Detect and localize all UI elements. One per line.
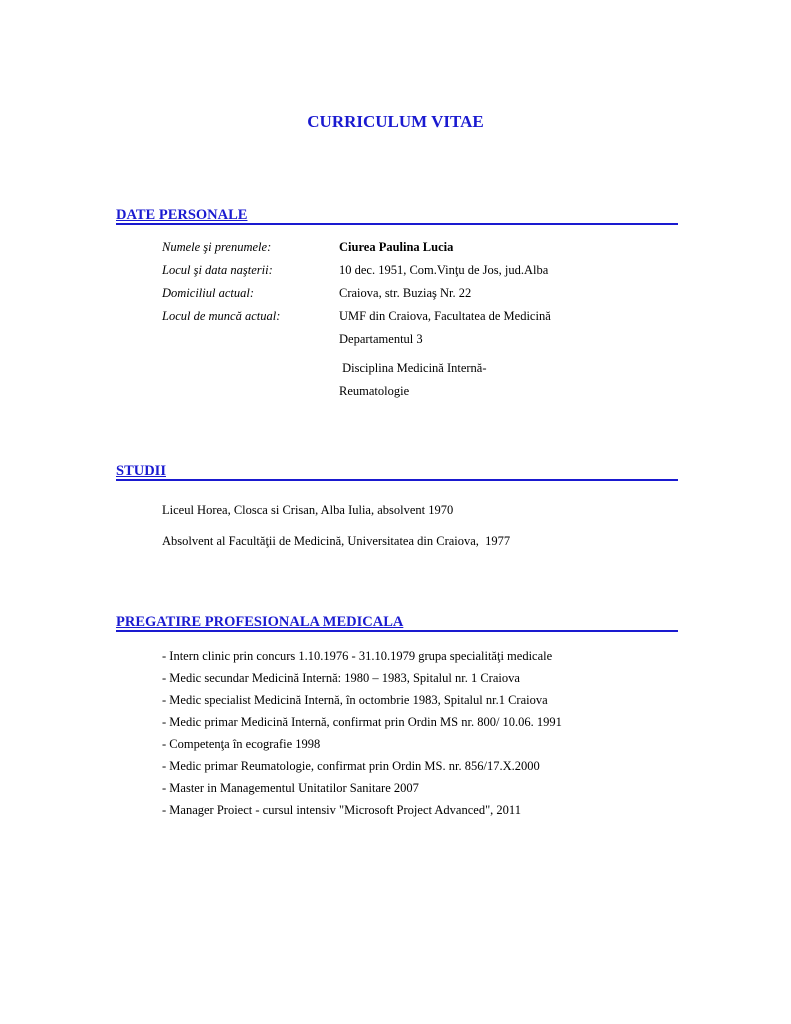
value-specialty: Reumatologie [339, 384, 410, 398]
value-workplace: UMF din Craiova, Facultatea de Medicină [339, 309, 551, 323]
label-workplace: Locul de muncă actual: [162, 309, 281, 323]
training-item: - Medic specialist Medicină Internă, în octombrie 1983, Spitalul nr.1 Craiova [162, 693, 548, 707]
section-heading-studies: STUDII [116, 463, 678, 481]
value-address: Craiova, str. Buziaş Nr. 22 [339, 286, 472, 300]
section-heading-personal: DATE PERSONALE [116, 207, 678, 225]
value-discipline: Disciplina Medicină Internă- [339, 361, 487, 375]
study-item: Absolvent al Facultăţii de Medicină, Universitatea din Craiova, 1977 [162, 534, 511, 548]
label-address: Domiciliul actual: [162, 286, 254, 300]
section-heading-training: PREGATIRE PROFESIONALA MEDICALA [116, 614, 678, 632]
value-birth: 10 dec. 1951, Com.Vinţu de Jos, jud.Alba [339, 263, 549, 277]
document-title: CURRICULUM VITAE [307, 112, 484, 131]
training-item: - Medic secundar Medicină Internă: 1980 – 1983, Spitalul nr. 1 Craiova [162, 671, 520, 685]
training-item: - Manager Proiect - cursul intensiv "Microsoft Project Advanced", 2011 [162, 803, 521, 817]
value-name: Ciurea Paulina Lucia [339, 240, 454, 254]
value-department: Departamentul 3 [339, 332, 423, 346]
training-item: - Competenţa în ecografie 1998 [162, 737, 321, 751]
study-item: Liceul Horea, Closca si Crisan, Alba Iulia, absolvent 1970 [162, 503, 454, 517]
label-birth: Locul şi data naşterii: [162, 263, 273, 277]
training-item: - Medic primar Reumatologie, confirmat prin Ordin MS. nr. 856/17.X.2000 [162, 759, 540, 773]
training-item: - Medic primar Medicină Internă, confirmat prin Ordin MS nr. 800/ 10.06. 1991 [162, 715, 562, 729]
training-item: - Master in Managementul Unitatilor Sanitare 2007 [162, 781, 419, 795]
label-name: Numele şi prenumele: [162, 240, 272, 254]
training-item: - Intern clinic prin concurs 1.10.1976 - 31.10.1979 grupa specialităţi medicale [162, 649, 553, 663]
